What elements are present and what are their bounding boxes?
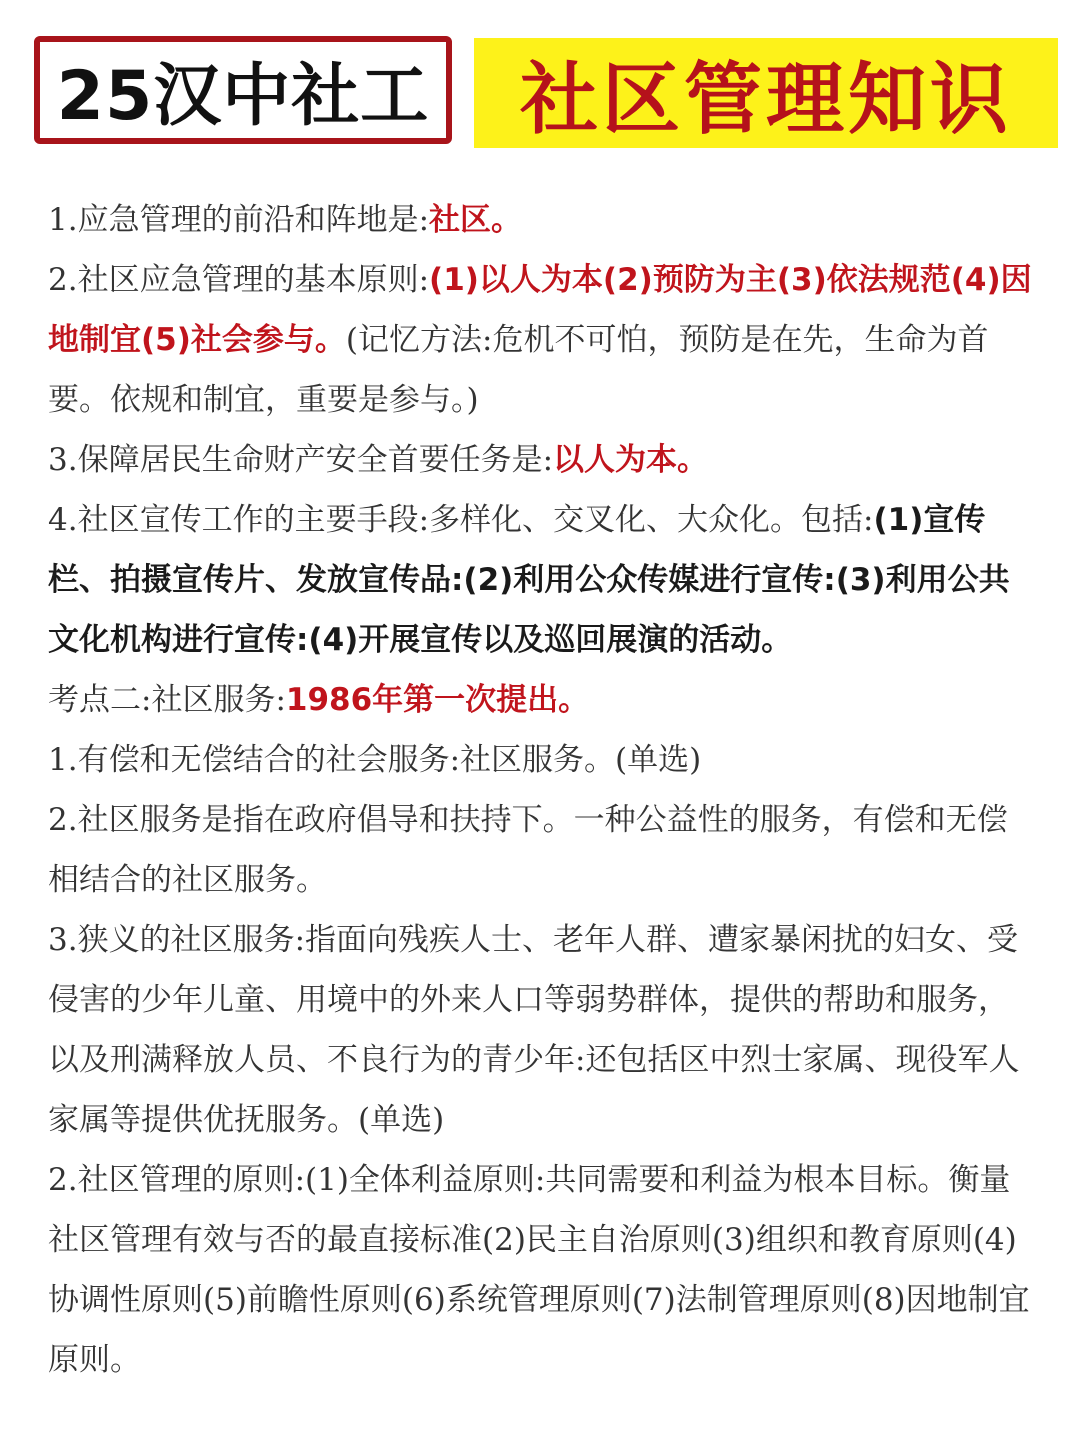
paragraph-4-bold: (1)宣传栏、拍摄宣传片、发放宣传品:(2)利用公众传媒进行宣传:(3)利用公共文化机构进行宣传:(4)开展宣传以及巡回展演的活动。 (48, 502, 1010, 658)
title-box-left (34, 36, 452, 144)
paragraph-9-text: 2.社区管理的原则:(1)全体利益原则:共同需要和利益为根本目标。衡量社区管理有效与否的最直接标准(2)民主自治原则(3)组织和教育原则(4)协调性原则(5)前瞻性原则(6)系统管理原则(7)法制管理原则(8)因地制宜原则。 (48, 1162, 1030, 1378)
content-body (48, 190, 1034, 1390)
paragraph-2-note: (记忆方法:危机不可怕，预防是在先，生命为首要。依规和制宜，重要是参与。) (48, 322, 989, 418)
paragraph-1 (48, 190, 1034, 250)
paragraph-4 (48, 490, 1034, 670)
title-right-text: 社区管理知识 (519, 55, 1012, 145)
paragraph-6-text: 1.有偿和无偿结合的社会服务:社区服务。(单选) (48, 742, 702, 778)
paragraph-1-text: 1.应急管理的前沿和阵地是: (48, 202, 430, 238)
paragraph-7 (48, 790, 1034, 910)
paragraph-7-text: 2.社区服务是指在政府倡导和扶持下。一种公益性的服务，有偿和无偿相结合的社区服务。 (48, 802, 1008, 898)
paragraph-2-text: 2.社区应急管理的基本原则: (48, 262, 430, 298)
paragraph-6 (48, 730, 1034, 790)
title-box-right (474, 38, 1058, 148)
paragraph-5-text: 考点二:社区服务: (48, 682, 286, 718)
title-left-text: 25汉中社工 (56, 56, 430, 136)
paragraph-1-highlight: 社区。 (429, 202, 523, 238)
paragraph-8 (48, 910, 1034, 1150)
paragraph-9 (48, 1150, 1034, 1390)
paragraph-5-highlight: 1986年第一次提出。 (285, 682, 590, 718)
paragraph-3-text: 3.保障居民生命财产安全首要任务是: (48, 442, 554, 478)
paragraph-5 (48, 670, 1034, 730)
paragraph-3-highlight: 以人为本。 (553, 442, 709, 478)
paragraph-2-highlight: (1)以人为本(2)预防为主(3)依法规范(4)因地制宜(5)社会参与。 (48, 262, 1032, 358)
paragraph-2 (48, 250, 1034, 430)
paragraph-8-text: 3.狭义的社区服务:指面向残疾人士、老年人群、遭家暴闲扰的妇女、受侵害的少年儿童、用境中的外来人口等弱势群体，提供的帮助和服务，以及刑满释放人员、不良行为的青少年:还包括区中烈士家属、现役军人家属等提供优抚服务。(单选) (48, 922, 1020, 1138)
paragraph-4-text: 4.社区宣传工作的主要手段:多样化、交叉化、大众化。包括: (48, 502, 874, 538)
paragraph-3 (48, 430, 1034, 490)
